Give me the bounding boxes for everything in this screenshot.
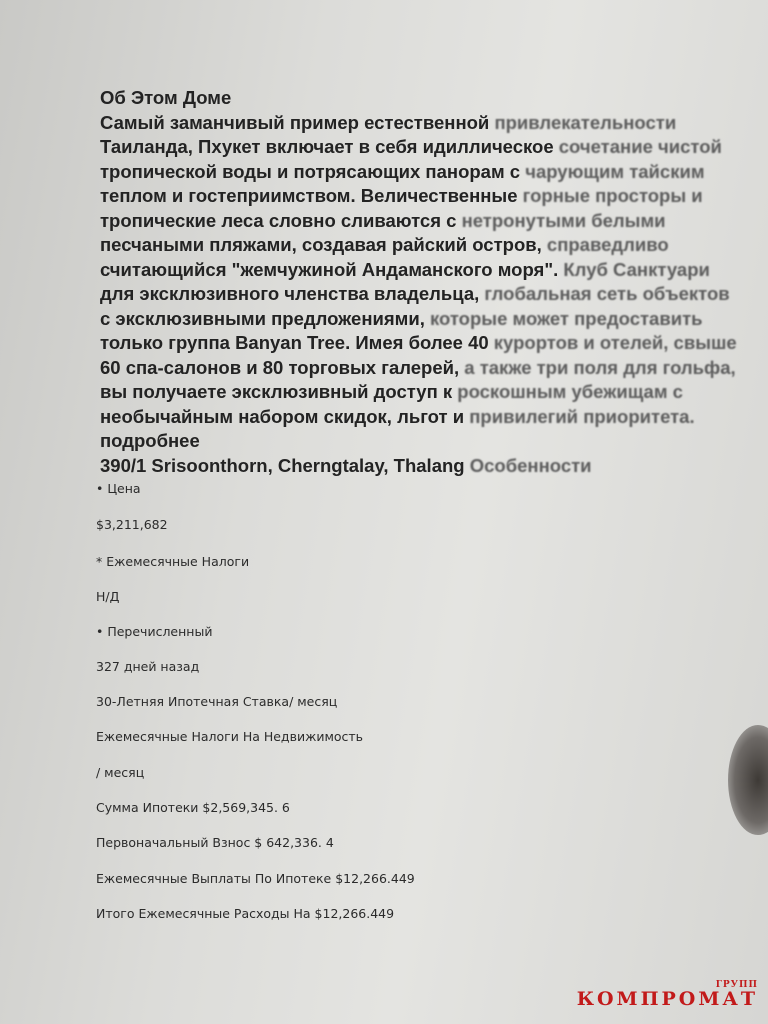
paragraph-line	[100, 233, 768, 258]
detail-row: Итого Ежемесячные Расходы На $12,266.449	[96, 906, 395, 921]
paragraph-line-faded-text: Особенности	[469, 454, 592, 476]
paragraph-line	[100, 160, 768, 185]
watermark-logo	[576, 980, 758, 1010]
paragraph-line-text: для эксклюзивного членства владельца,	[100, 283, 485, 304]
paragraph-line-text: вы получаете эксклюзивный доступ к	[100, 381, 458, 402]
paragraph-line	[100, 111, 768, 136]
paragraph-line-text: считающийся "жемчужиной Андаманского моря".	[100, 258, 564, 280]
paragraph-line-text: теплом и гостеприимством. Величественные	[100, 185, 523, 206]
detail-row: • Цена	[96, 481, 141, 496]
watermark-text: КОМПРОМАТ	[576, 988, 758, 1010]
paragraph-line-faded-text: глобальная сеть объектов	[484, 283, 730, 304]
paragraph-line	[100, 380, 768, 405]
paragraph-line-text: с эксклюзивными предложениями,	[100, 307, 431, 329]
detail-row: 30-Летняя Ипотечная Ставка/ месяц	[96, 694, 338, 709]
section-heading: Об Этом Доме	[100, 87, 232, 108]
detail-row: • Перечисленный	[96, 624, 213, 639]
detail-row: Сумма Ипотеки $2,569,345. 6	[96, 800, 290, 815]
paragraph-line	[100, 405, 768, 430]
paragraph-line-text: песчаными пляжами, создавая райский остров,	[100, 234, 547, 255]
paragraph-line-faded-text: чарующим тайским	[525, 160, 705, 182]
detail-row: * Ежемесячные Налоги	[96, 554, 250, 569]
paragraph-line-faded-text: нетронутыми белыми	[461, 209, 666, 231]
paragraph-line	[100, 209, 768, 234]
paragraph-line-text: 60 спа-салонов и 80 торговых галерей,	[100, 356, 465, 378]
paragraph-line-faded-text: которые может предоставить	[430, 307, 703, 329]
detail-row: Ежемесячные Выплаты По Ипотеке $12,266.449	[96, 871, 415, 886]
paragraph-line-text: необычайным набором скидок, льгот и	[100, 405, 470, 427]
detail-row: Н/Д	[96, 589, 120, 604]
finger-shadow	[728, 725, 768, 835]
paragraph-line-text: Самый заманчивый пример естественной	[100, 111, 495, 133]
paragraph-line	[100, 282, 768, 307]
paragraph-line-faded-text: горные просторы и	[522, 185, 703, 206]
detail-row: / месяц	[96, 765, 145, 780]
watermark-superscript: ГРУПП	[715, 980, 758, 990]
paragraph-line-faded-text: Клуб Санктуари	[563, 258, 710, 280]
paragraph-line	[100, 184, 768, 209]
paragraph-line	[100, 356, 768, 381]
paragraph-line	[100, 135, 768, 160]
paragraph-line-text: подробнее	[100, 430, 200, 451]
paragraph-line-text: тропической воды и потрясающих панорам с	[100, 160, 526, 182]
paragraph-line	[100, 258, 768, 283]
detail-row: 327 дней назад	[96, 659, 200, 674]
paragraph-line-faded-text: привлекательности	[494, 111, 677, 133]
paragraph-line	[100, 307, 768, 332]
paragraph-line-text: 390/1 Srisoonthorn, Cherngtalay, Thalang	[100, 454, 470, 476]
paragraph-line-faded-text: роскошным убежищам с	[457, 381, 683, 402]
paragraph-line-faded-text: справедливо	[546, 234, 669, 255]
detail-row: $3,211,682	[96, 517, 168, 532]
paragraph-line-text: тропические леса словно сливаются с	[100, 209, 462, 231]
description-paragraph	[100, 111, 768, 479]
paragraph-line	[100, 429, 768, 454]
paragraph-line-text: только группа Banyan Tree. Имея более 40	[100, 332, 494, 353]
detail-row: Первоначальный Взнос $ 642,336. 4	[96, 835, 334, 850]
paragraph-line-faded-text: курортов и отелей, свыше	[493, 332, 737, 353]
paragraph-line-faded-text: привилегий приоритета.	[469, 405, 695, 427]
detail-row: Ежемесячные Налоги На Недвижимость	[96, 729, 364, 744]
about-house-section	[100, 86, 768, 478]
paragraph-line-faded-text: сочетание чистой	[558, 136, 722, 157]
paragraph-line	[100, 331, 768, 356]
paragraph-line	[100, 454, 768, 479]
paragraph-line-faded-text: а также три поля для гольфа,	[464, 356, 736, 378]
paragraph-line-text: Таиланда, Пхукет включает в себя идиллическое	[100, 136, 559, 157]
